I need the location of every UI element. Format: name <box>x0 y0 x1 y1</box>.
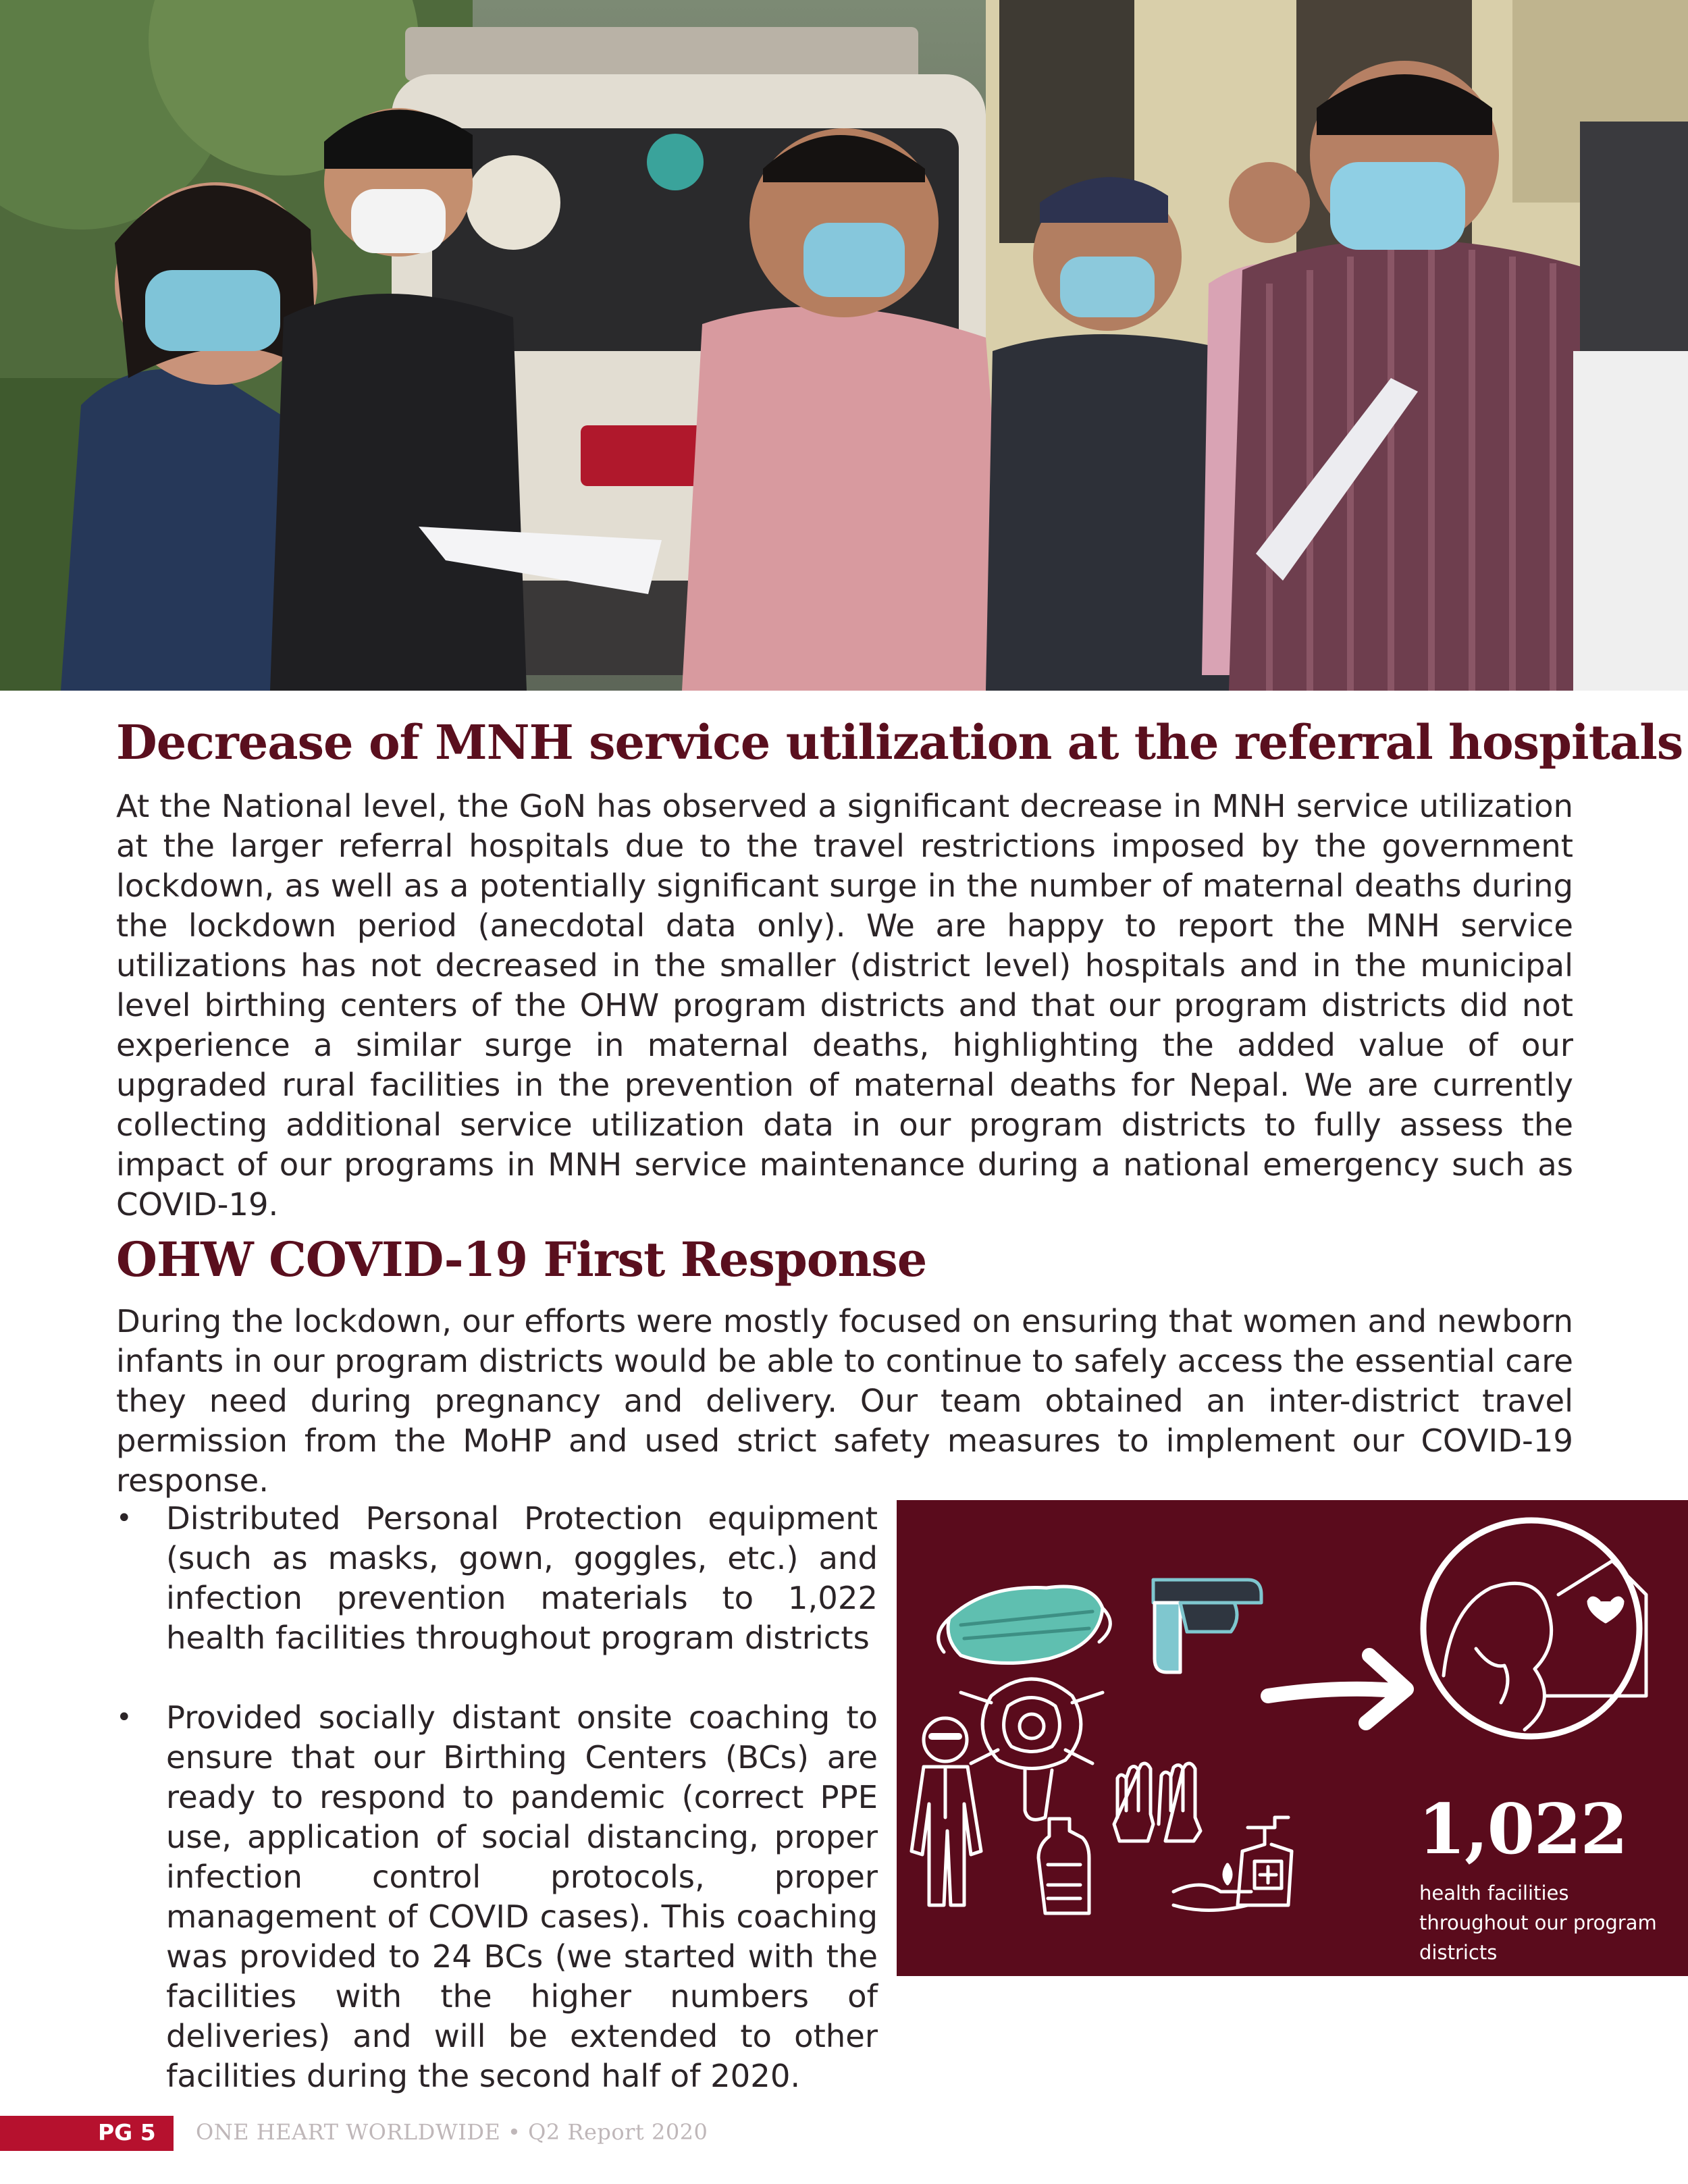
hero-photo <box>0 0 1688 691</box>
section-body-mnh-decrease: At the National level, the GoN has observed a significant decrease in MNH service utilization at the larger referral hospitals due to the travel restrictions imposed by the government lockdown, as well as a potentially significant surge in the number of maternal deaths during the lockdown period (anecdotal data only). We are happy to report the MNH service utilizations has not decreased in the smaller (district level) hospitals and in the municipal level birthing centers of the OHW program districts and that our program districts did not experience a similar surge in maternal deaths, highlighting the added value of our upgraded rural facilities in the prevention of maternal deaths for Nepal. We are currently collecting additional service utilization data in our program districts to fully assess the impact of our programs in MNH service maintenance during a national emergency such as COVID-19. <box>116 788 1573 1223</box>
mother-home-icon <box>1423 1520 1646 1736</box>
section-body-covid-response: During the lockdown, our efforts were mostly focused on ensuring that women and newborn infants in our program districts would be able to continue to safely access the essential care they need during pregnancy and delivery. Our team obtained an inter-district travel permission from the MoHP and used strict safety measures to implement our COVID-19 response. <box>116 1303 1573 1499</box>
footer-org: ONE HEART WORLDWIDE <box>196 2119 501 2145</box>
facilities-count: 1,022 <box>1418 1789 1627 1870</box>
face-mask-icon <box>939 1587 1111 1663</box>
response-bullet-list <box>116 1499 878 2136</box>
page-number: PG 5 <box>98 2119 156 2146</box>
bullet-text-ppe: Distributed Personal Protection equipment (such as masks, gown, goggles, etc.) and infection prevention materials to 1,022 health facilities throughout program districts <box>166 1500 878 1656</box>
disinfectant-bottle-icon <box>1038 1819 1089 1913</box>
hand-sanitizer-icon <box>1173 1817 1292 1911</box>
face-shield-icon <box>1153 1580 1261 1672</box>
bullet-marker: • <box>116 1503 132 1534</box>
section-title-covid-response: OHW COVID-19 First Response <box>116 1231 927 1287</box>
footer-separator: • <box>500 2119 529 2145</box>
section-title-mnh-decrease: Decrease of MNH service utilization at the referral hospitals <box>116 714 1683 770</box>
footer-report: Q2 Report 2020 <box>528 2119 708 2145</box>
n95-respirator-icon <box>961 1679 1103 1819</box>
list-item <box>116 1698 878 2096</box>
facilities-caption: health facilities throughout our program districts <box>1419 1882 1657 1964</box>
protective-suit-icon <box>912 1718 981 1905</box>
bullet-marker: • <box>116 1702 132 1733</box>
arrow-right-icon <box>1268 1655 1406 1723</box>
hero-photo-illustration <box>0 0 1688 691</box>
list-item <box>116 1499 878 1658</box>
infographic-panel <box>897 1500 1688 1976</box>
footer-publication <box>196 2119 708 2145</box>
gloves-icon <box>1114 1763 1201 1841</box>
bullet-text-coaching: Provided socially distant onsite coaching to ensure that our Birthing Centers (BCs) are ready to respond to pandemic (correct PPE use, application of social distancing, proper infection control protocols, proper management of COVID cases). This coaching was provided to 24 BCs (we started with the facilities with the higher numbers of deliveries) and will be extended to other facilities during the second half of 2020. <box>166 1699 878 2094</box>
